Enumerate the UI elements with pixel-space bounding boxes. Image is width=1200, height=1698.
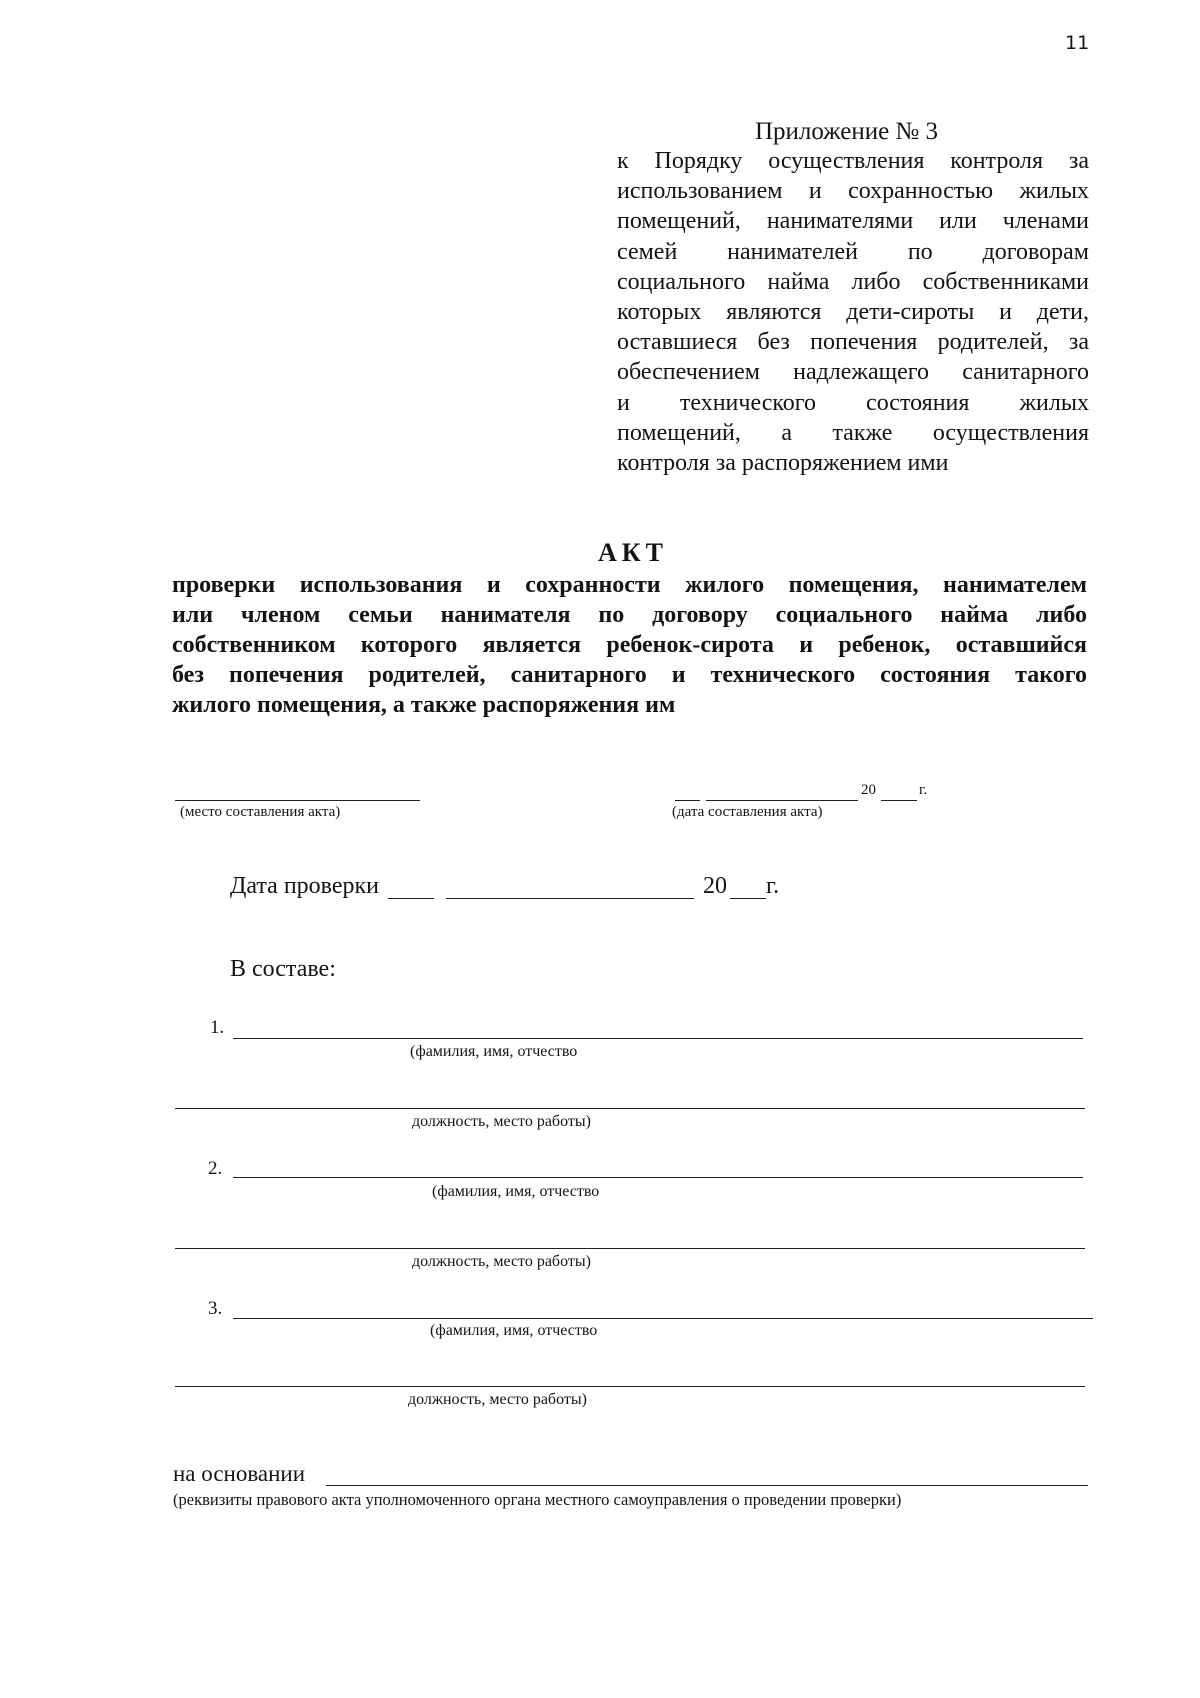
appendix-line: к Порядку осуществления контроля за bbox=[617, 148, 1089, 174]
member-name-caption: (фамилия, имя, отчество bbox=[432, 1183, 600, 1200]
member-number: 1. bbox=[210, 1017, 225, 1038]
member-position-caption: должность, место работы) bbox=[412, 1253, 591, 1270]
member-position-caption: должность, место работы) bbox=[408, 1391, 587, 1408]
check-date-year-field[interactable] bbox=[730, 898, 766, 899]
basis-label: на основании bbox=[173, 1461, 306, 1486]
act-heading: АКТ bbox=[598, 538, 668, 567]
check-date-day-field[interactable] bbox=[388, 898, 434, 899]
member-position-caption: должность, место работы) bbox=[412, 1113, 591, 1130]
date-month-field-line[interactable] bbox=[706, 800, 858, 801]
member-3-name-field[interactable] bbox=[233, 1318, 1093, 1319]
member-number: 3. bbox=[208, 1298, 223, 1319]
member-3-position-field[interactable] bbox=[175, 1386, 1085, 1387]
date-year-suffix: г. bbox=[919, 782, 928, 798]
page-number: 11 bbox=[1065, 32, 1090, 54]
date-year-prefix: 20 bbox=[861, 782, 876, 798]
check-date-year-prefix: 20 bbox=[703, 873, 727, 899]
appendix-line: обеспечением надлежащего санитарного bbox=[617, 359, 1089, 386]
appendix-line: помещений, а также осуществления bbox=[617, 419, 1089, 446]
member-1-name-field[interactable] bbox=[233, 1038, 1083, 1039]
composition-label: В составе: bbox=[230, 956, 336, 982]
place-field-line[interactable] bbox=[175, 800, 420, 801]
act-subtitle-line: без попечения родителей, санитарного и технического состояния такого bbox=[172, 662, 1087, 688]
appendix-title: Приложение № 3 bbox=[755, 118, 939, 145]
act-subtitle-line: собственником которого является ребенок-сирота и ребенок, оставшийся bbox=[172, 632, 1087, 658]
date-day-field-line[interactable] bbox=[675, 800, 700, 801]
basis-caption: (реквизиты правового акта уполномоченного органа местного самоуправления о проведении проверки) bbox=[173, 1490, 902, 1509]
appendix-line: социального найма либо собственниками bbox=[617, 268, 1089, 295]
appendix-line: использованием и сохранностью жилых bbox=[617, 178, 1089, 205]
member-1-position-field[interactable] bbox=[175, 1108, 1085, 1109]
appendix-line: помещений, нанимателями или членами bbox=[617, 208, 1089, 235]
appendix-line: оставшиеся без попечения родителей, за bbox=[617, 329, 1089, 356]
appendix-line: контроля за распоряжением ими bbox=[617, 450, 949, 477]
basis-field[interactable] bbox=[326, 1485, 1088, 1486]
date-caption: (дата составления акта) bbox=[672, 804, 823, 820]
place-caption: (место составления акта) bbox=[180, 804, 341, 820]
act-subtitle bbox=[172, 570, 1087, 720]
member-name-caption: (фамилия, имя, отчество bbox=[430, 1322, 598, 1339]
appendix-line: семей нанимателей по договорам bbox=[617, 238, 1089, 265]
date-year-field-line[interactable] bbox=[881, 800, 917, 801]
member-name-caption: (фамилия, имя, отчество bbox=[410, 1043, 578, 1060]
act-subtitle-line: жилого помещения, а также распоряжения им bbox=[172, 692, 676, 718]
appendix-description bbox=[617, 146, 1089, 478]
act-subtitle-line: проверки использования и сохранности жилого помещения, нанимателем bbox=[172, 572, 1087, 598]
check-date-label: Дата проверки bbox=[230, 873, 380, 899]
appendix-line: которых являются дети-сироты и дети, bbox=[617, 299, 1089, 326]
member-number: 2. bbox=[208, 1158, 223, 1179]
check-date-year-suffix: г. bbox=[766, 873, 780, 899]
act-subtitle-line: или членом семьи нанимателя по договору социального найма либо bbox=[172, 602, 1087, 628]
appendix-line: и технического состояния жилых bbox=[617, 389, 1089, 416]
member-2-name-field[interactable] bbox=[233, 1177, 1083, 1178]
check-date-month-field[interactable] bbox=[446, 898, 694, 899]
member-2-position-field[interactable] bbox=[175, 1248, 1085, 1249]
